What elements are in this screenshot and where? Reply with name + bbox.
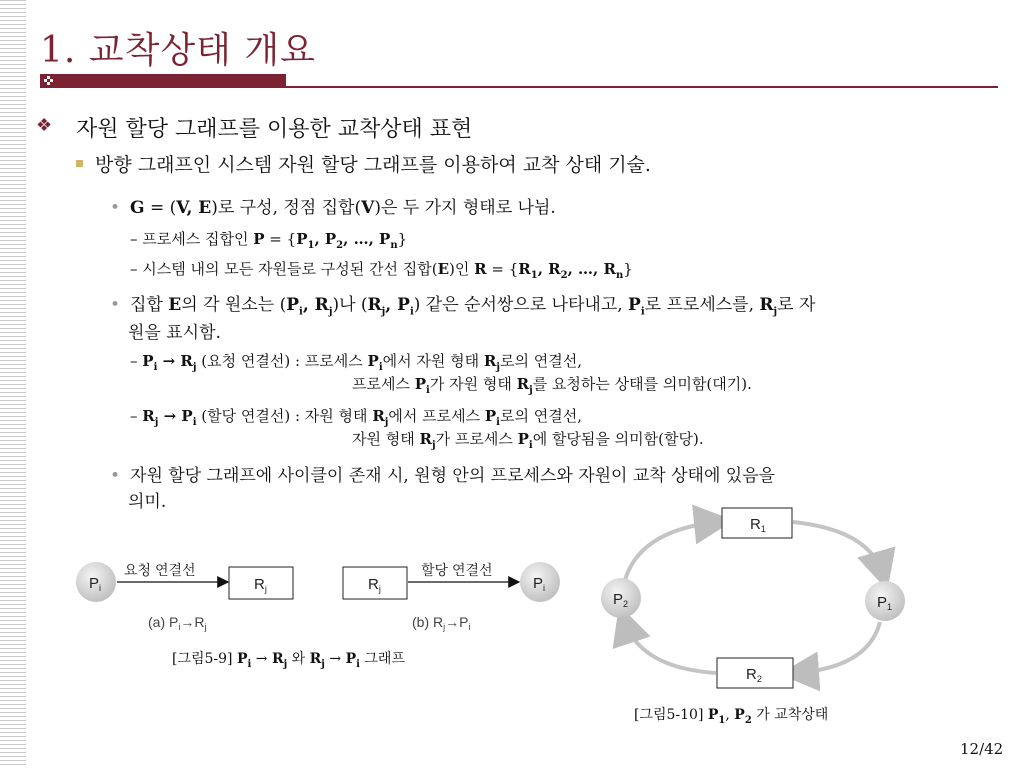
- figure-a-request-edge: [76, 562, 293, 632]
- cycle-edge-r1-p1: [793, 522, 883, 575]
- bullet-graph-definition: • G = (V, E)로 구성, 정점 집합(V)은 두 가지 형태로 나뉨.: [110, 198, 556, 218]
- cycle-edge-p1-r2: [795, 622, 880, 673]
- diamond-bullet-icon: ❖: [36, 115, 53, 136]
- sub-bullet-resource-set: – 시스템 내의 모든 자원들로 구성된 간선 집합(E)인 $R = \{R_1$, $R_2$, …, $R_n$}: [130, 260, 633, 281]
- figure-5-10-caption: [그림5-10] $P_1$, $P_2$ 가 교착상태: [634, 707, 829, 726]
- sub-bullet-assign-edge-cont: 자원 형태 $R_j$가 프로세스 $P_i$에 할당됨을 의미함(할당).: [352, 430, 704, 451]
- dash-icon: –: [130, 260, 138, 278]
- sub-bullet-assign-edge: – $R_j \to P_i$ (할당 연결선) : 자원 형태 $R_j$에서 프로세스 $P_i$로의 연결선,: [130, 407, 582, 428]
- figure-deadlock-cycle: [601, 508, 905, 688]
- dash-icon: –: [130, 407, 138, 425]
- dash-icon: –: [130, 230, 138, 248]
- bullet-edge-elements: • 집합 E의 각 원소는 ($P_i$, $R_j$)나 ($R_j$, $P_i$) 같은 순서쌍으로 나타내고, $P_i$로 프로세스를, $R_j$로 자: [110, 295, 816, 318]
- svg-text:R2: $R_2$: [746, 666, 762, 684]
- figure-b-caption: (b) $R_j\to P_i$: [412, 614, 471, 632]
- sub-bullet-request-edge: – $P_i \to R_j$ (요청 연결선) : 프로세스 $P_i$에서 자원 형태 $R_j$로의 연결선,: [130, 352, 582, 373]
- dot-bullet-icon: •: [110, 198, 121, 218]
- sub-bullet-process-set: – 프로세스 집합인 $P = \{P_1$, $P_2$, …, $P_n$}: [130, 230, 408, 251]
- slide-title: 1. 교착상태 개요: [40, 30, 316, 71]
- dot-bullet-icon: •: [110, 466, 121, 486]
- svg-text:P1: $P_1$: [877, 594, 893, 612]
- bullet-edge-elements-cont: 원을 표시함.: [128, 323, 221, 343]
- bullet-cycle-cont: 의미.: [128, 492, 167, 512]
- cycle-edge-p2-r1: [625, 522, 718, 580]
- request-edge-label: 요청 연결선: [124, 562, 196, 578]
- svg-text:Rj: $R_j$: [254, 576, 267, 594]
- svg-text:P2: $P_2$: [613, 591, 629, 609]
- heading-text: 자원 할당 그래프를 이용한 교착상태 표현: [76, 117, 473, 142]
- svg-text:R1: $R_1$: [750, 516, 766, 534]
- cycle-edge-r2-p2: [624, 620, 716, 673]
- page-number: 12/42: [960, 740, 1004, 758]
- bullet-cycle: • 자원 할당 그래프에 사이클이 존재 시, 원형 안의 프로세스와 자원이 교착 상태에 있음을: [110, 466, 776, 486]
- dot-bullet-icon: •: [110, 295, 121, 315]
- subheading-text: 방향 그래프인 시스템 자원 할당 그래프를 이용하여 교착 상태 기술.: [95, 154, 651, 176]
- figure-a-caption: (a) $P_i\to R_j$: [148, 614, 207, 632]
- dash-icon: –: [130, 352, 138, 370]
- figure-b-assign-edge: [343, 562, 560, 632]
- svg-text:Rj: $R_j$: [368, 576, 381, 594]
- figure-5-9-caption: [그림5-9] $P_i \to R_j$ 와 $R_j \to P_i$ 그래프: [172, 651, 405, 670]
- svg-text:Pi: $P_i$: [533, 575, 546, 593]
- assign-edge-label: 할당 연결선: [421, 562, 493, 578]
- sub-bullet-request-edge-cont: 프로세스 $P_i$가 자원 형태 $R_j$를 요청하는 상태를 의미함(대기).: [352, 375, 752, 396]
- svg-text:Pi: $P_i$: [89, 575, 102, 593]
